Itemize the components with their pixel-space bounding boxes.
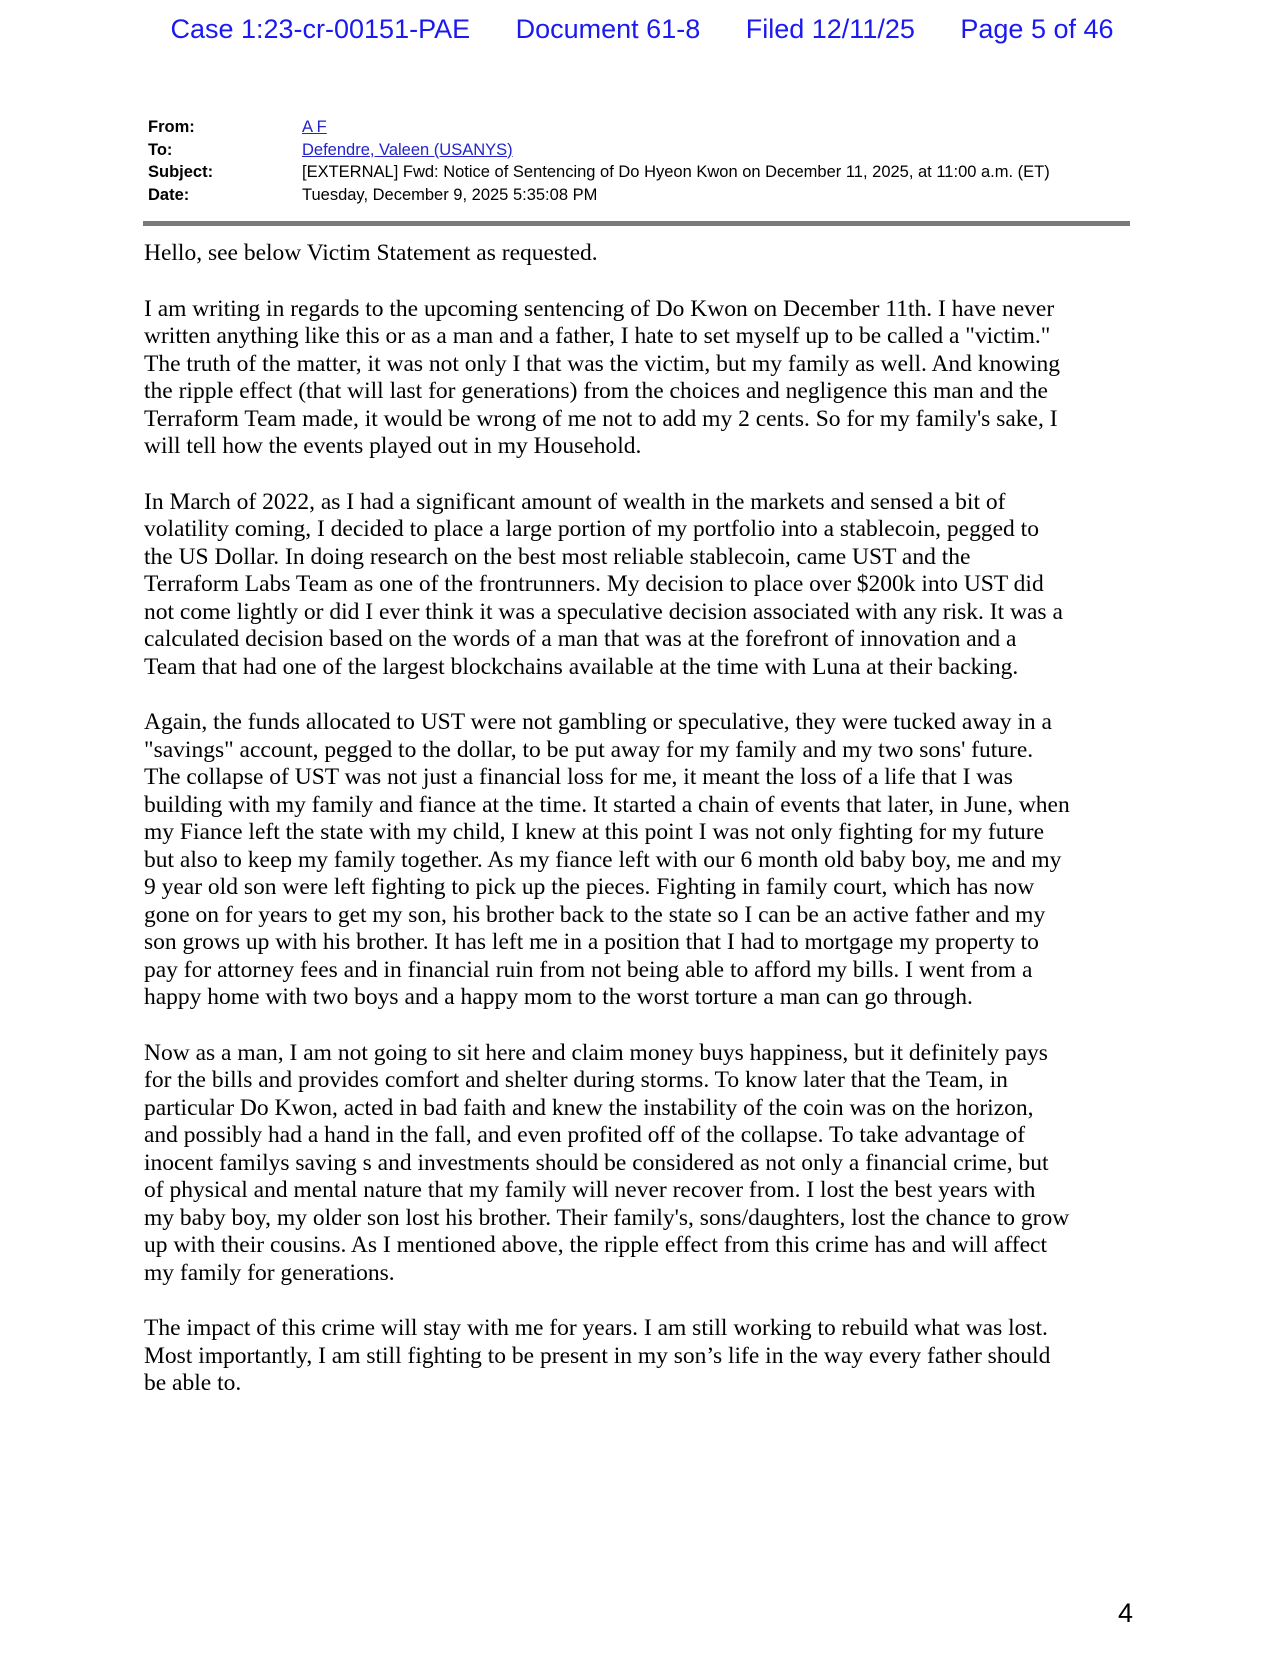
email-to-link[interactable]: Defendre, Valeen (USANYS) bbox=[302, 140, 513, 159]
court-header bbox=[0, 14, 1284, 45]
body-paragraph-investment: In March of 2022, as I had a significant amount of wealth in the markets and sensed a bit of volatility coming, I decided to place a large portion of my portfolio into a stablecoin, pegged to the US Dollar. In doing research on the best most reliable stablecoin, came UST and the Terraform Labs Team as one of the frontrunners. My decision to place over $200k into UST did not come lightly or did I ever think it was a speculative decision associated with any risk. It was a calculated decision based on the words of a man that was at the forefront of innovation and a Team that had one of the largest blockchains available at the time with Luna at their backing. bbox=[144, 488, 1063, 680]
body-paragraph-family-impact: Again, the funds allocated to UST were not gambling or speculative, they were tucked away in a "savings" account, pegged to the dollar, to be put away for my family and my two sons' future. The collapse of UST was not just a financial loss for me, it meant the loss of a life that I was building with my family and fiance at the time. It started a chain of events that later, in June, when my Fiance left the state with my child, I knew at this point I was not only fighting for my future but also to keep my family together. As my fiance left with our 6 month old baby boy, me and my 9 year old son were left fighting to pick up the pieces. Fighting in family court, which has now gone on for years to get my son, his brother back to the state so I can be an active father and my son grows up with his brother. It has left me in a position that I had to mortgage my property to pay for attorney fees and in financial ruin from not being able to afford my bills. I went from a happy home with two boys and a happy mom to the worst torture a man can go through. bbox=[144, 709, 1070, 1010]
email-field-from bbox=[148, 116, 1133, 139]
email-subject-value: [EXTERNAL] Fwd: Notice of Sentencing of Do Hyeon Kwon on December 11, 2025, at 11:00 a.m. (ET) bbox=[302, 163, 1050, 181]
email-header bbox=[148, 116, 1133, 206]
email-date-value: Tuesday, December 9, 2025 5:35:08 PM bbox=[302, 185, 598, 204]
body-paragraph-bad-faith: Now as a man, I am not going to sit here and claim money buys happiness, but it definitely pays for the bills and provides comfort and shelter during storms. To know later that the Team, in particular Do Kwon, acted in bad faith and knew the instability of the coin was on the horizon, and possibly had a hand in the fall, and even profited off of the collapse. To take advantage of inocent familys saving s and investments should be considered as not only a financial crime, but of physical and mental nature that my family will never recover from. I lost the best years with my baby boy, my older son lost his brother. Their family's, sons/daughters, lost the chance to grow up with their cousins. As I mentioned above, the ripple effect from this crime has and will affect my family for generations. bbox=[144, 1039, 1070, 1286]
body-paragraph-intro: I am writing in regards to the upcoming sentencing of Do Kwon on December 11th. I have never written anything like this or as a man and a father, I hate to set myself up to be called a "victim." The truth of the matter, it was not only I that was the victim, but my family as well. And knowing the ripple effect (that will last for generations) from the choices and negligence this man and the Terraform Team made, it would be wrong of me not to add my 2 cents. So for my family's sake, I will tell how the events played out in my Household. bbox=[144, 295, 1061, 459]
email-body bbox=[144, 240, 1070, 1426]
court-header-case-number: Case 1:23-cr-00151-PAE bbox=[170, 14, 471, 44]
court-header-page-of: Page 5 of 46 bbox=[960, 14, 1114, 44]
email-subject-label: Subject: bbox=[148, 163, 214, 181]
email-header-divider bbox=[143, 221, 1130, 226]
email-from-link[interactable]: A F bbox=[302, 118, 327, 136]
email-field-date bbox=[148, 184, 1133, 207]
email-field-to bbox=[148, 139, 1133, 162]
court-header-filed-date: Filed 12/11/25 bbox=[745, 14, 915, 44]
court-header-document-number: Document 61-8 bbox=[515, 14, 701, 44]
email-field-subject bbox=[148, 161, 1133, 184]
email-from-label: From: bbox=[148, 118, 195, 136]
body-paragraph-greeting: Hello, see below Victim Statement as requested. bbox=[144, 240, 598, 266]
email-to-label: To: bbox=[148, 140, 173, 159]
email-date-label: Date: bbox=[148, 185, 190, 204]
body-paragraph-closing: The impact of this crime will stay with me for years. I am still working to rebuild what was lost. Most importantly, I am still fighting to be present in my son’s life in the way every father should be able to. bbox=[144, 1315, 1051, 1396]
page-number: 4 bbox=[1118, 1598, 1134, 1628]
